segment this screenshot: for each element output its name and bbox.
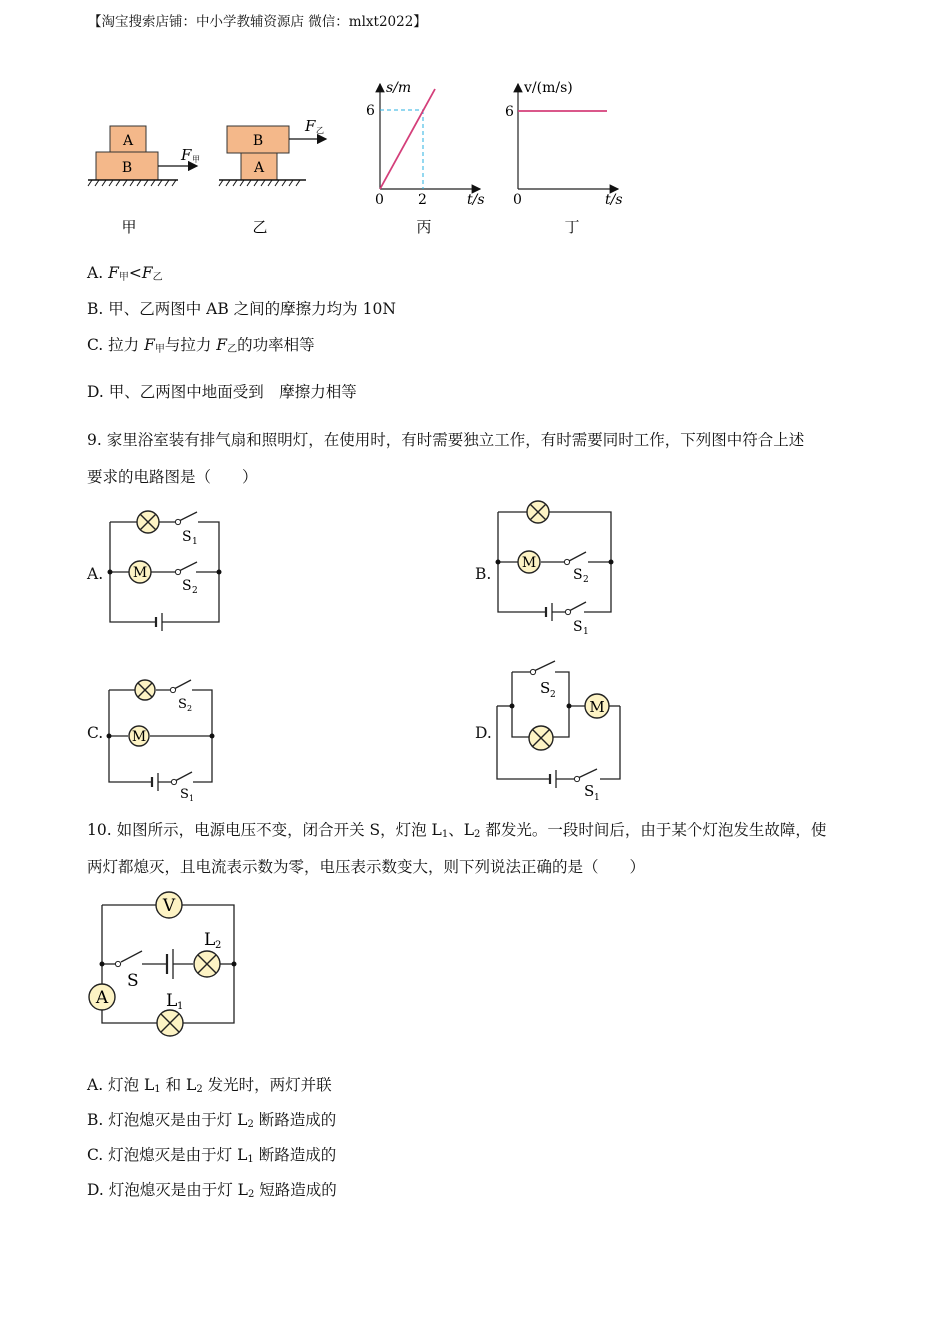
bing-origin: 0 (375, 192, 384, 208)
figure-ding (505, 80, 623, 236)
q10-stem-line1: 10. 如图所示，电源电压不变，闭合开关 S，灯泡 $L_1$、$L_2$ 都发光。一段时间后，由于某个灯泡发生故障，使 (87, 821, 827, 840)
q9-label-c: C. (87, 724, 104, 742)
force-label-jia: F (181, 146, 192, 164)
switch-d-s1-sub: 1 (594, 793, 600, 803)
q10-switch-label: S (127, 971, 139, 991)
ding-x-label: t/s (605, 192, 623, 208)
switch-a-s1-sub: 1 (192, 537, 198, 547)
force-sub-yi: 乙 (316, 126, 324, 135)
bing-x-tick: 2 (418, 192, 427, 208)
bing-x-label: t/s (467, 192, 485, 208)
circuit-b (498, 512, 611, 621)
q9-label-a: A. (87, 565, 104, 583)
q8-figures (0, 70, 950, 245)
q10-option-a: A. 灯泡 $L_1$ 和 $L_2$ 发光时，两灯并联 (87, 1076, 332, 1095)
caption-jia: 甲 (121, 218, 137, 236)
q10-switch-pivot (115, 961, 120, 966)
q10-circuit (80, 885, 260, 1045)
lamp-l1-icon (157, 1010, 183, 1036)
ground-hatch-yi (219, 180, 300, 186)
motor-label-a: M (132, 565, 148, 581)
ding-origin: 0 (513, 192, 522, 208)
switch-d-s2: S (540, 679, 551, 697)
switch-b-s2: S (573, 567, 583, 583)
q8-option-a: A. $F_甲<F_乙$ (87, 264, 163, 283)
figure-yi (219, 117, 326, 236)
circuit-d (497, 661, 620, 788)
switch-b-s2-sub: 2 (583, 575, 589, 585)
lamp-a (137, 511, 159, 533)
caption-ding: 丁 (564, 218, 580, 236)
lamp-c (135, 680, 155, 700)
lamp-l2-label: L (204, 930, 216, 950)
lamp-l2-sub: 2 (215, 940, 222, 951)
switch-a-s2-sub: 2 (192, 586, 198, 596)
block-label-b-top: B (252, 133, 264, 149)
switch-c-s1-sub: 1 (189, 794, 195, 803)
ding-y-tick: 6 (505, 104, 514, 120)
block-label-b: B (121, 160, 133, 176)
switch-c-s1: S (180, 787, 189, 802)
switch-d-s1: S (584, 782, 595, 800)
figure-bing (366, 80, 485, 236)
force-label-yi: F (305, 117, 316, 135)
q10-option-c: C. 灯泡熄灭是由于灯 $L_1$ 断路造成的 (87, 1146, 337, 1165)
block-label-a: A (122, 133, 134, 149)
q9-label-b: B. (475, 565, 492, 583)
lamp-b (527, 501, 549, 523)
page-header: 【淘宝搜索店铺：中小学教辅资源店 微信：mlxt2022】 (88, 14, 427, 30)
q8-option-d: D. 甲、乙两图中地面受到 摩擦力相等 (87, 383, 357, 401)
switch-a-s1: S (182, 529, 192, 545)
switch-b-s1: S (573, 619, 583, 635)
figure-jia (88, 126, 200, 236)
q10-stem-line2: 两灯都熄灭，且电流表示数为零，电压表示数变大，则下列说法正确的是（ ） (87, 858, 646, 876)
caption-bing: 丙 (416, 218, 432, 236)
ammeter-label: A (95, 988, 109, 1008)
caption-yi: 乙 (252, 218, 268, 236)
block-label-a-bottom: A (253, 160, 265, 176)
q9-motors (129, 551, 609, 746)
force-sub-jia: 甲 (192, 155, 200, 164)
q8-option-c: C. 拉力 $F_甲$与拉力 $F_乙$的功率相等 (87, 336, 315, 355)
bing-y-tick: 6 (366, 103, 375, 119)
q9-stem-line1: 9. 家里浴室装有排气扇和照明灯，在使用时，有时需要独立工作，有时需要同时工作，下列图中符合上述 (87, 431, 805, 449)
switch-c-s2-sub: 2 (187, 704, 193, 713)
bing-graph-line (380, 89, 435, 189)
q10-option-b: B. 灯泡熄灭是由于灯 $L_2$ 断路造成的 (87, 1111, 337, 1130)
switch-c-s2: S (178, 697, 187, 712)
bing-y-label: s/m (386, 80, 412, 96)
motor-label-d: M (589, 698, 605, 716)
lamp-d (529, 726, 553, 750)
lamp-l2-icon (194, 951, 220, 977)
q8-option-b: B. 甲、乙两图中 AB 之间的摩擦力均为 10N (87, 300, 396, 318)
switch-b-s1-sub: 1 (583, 627, 589, 637)
lamp-l1-label: L (166, 991, 178, 1011)
ding-y-label: v/(m/s) (524, 80, 573, 96)
motor-label-c: M (131, 729, 147, 745)
q9-label-d: D. (475, 724, 492, 742)
ground-hatch-jia (88, 180, 176, 186)
motor-labels (132, 555, 605, 745)
q9-circuits (0, 500, 950, 810)
motor-label-b: M (521, 555, 537, 571)
switch-d-s2-sub: 2 (550, 690, 556, 700)
circuit-a (110, 512, 219, 631)
q9-stem-line2: 要求的电路图是（ ） (87, 468, 258, 486)
circuit-c (109, 680, 212, 791)
voltmeter-label: V (162, 896, 176, 916)
lamp-l1-sub: 1 (177, 1001, 184, 1012)
q10-option-d: D. 灯泡熄灭是由于灯 $L_2$ 短路造成的 (87, 1181, 337, 1200)
switch-a-s2: S (182, 578, 192, 594)
